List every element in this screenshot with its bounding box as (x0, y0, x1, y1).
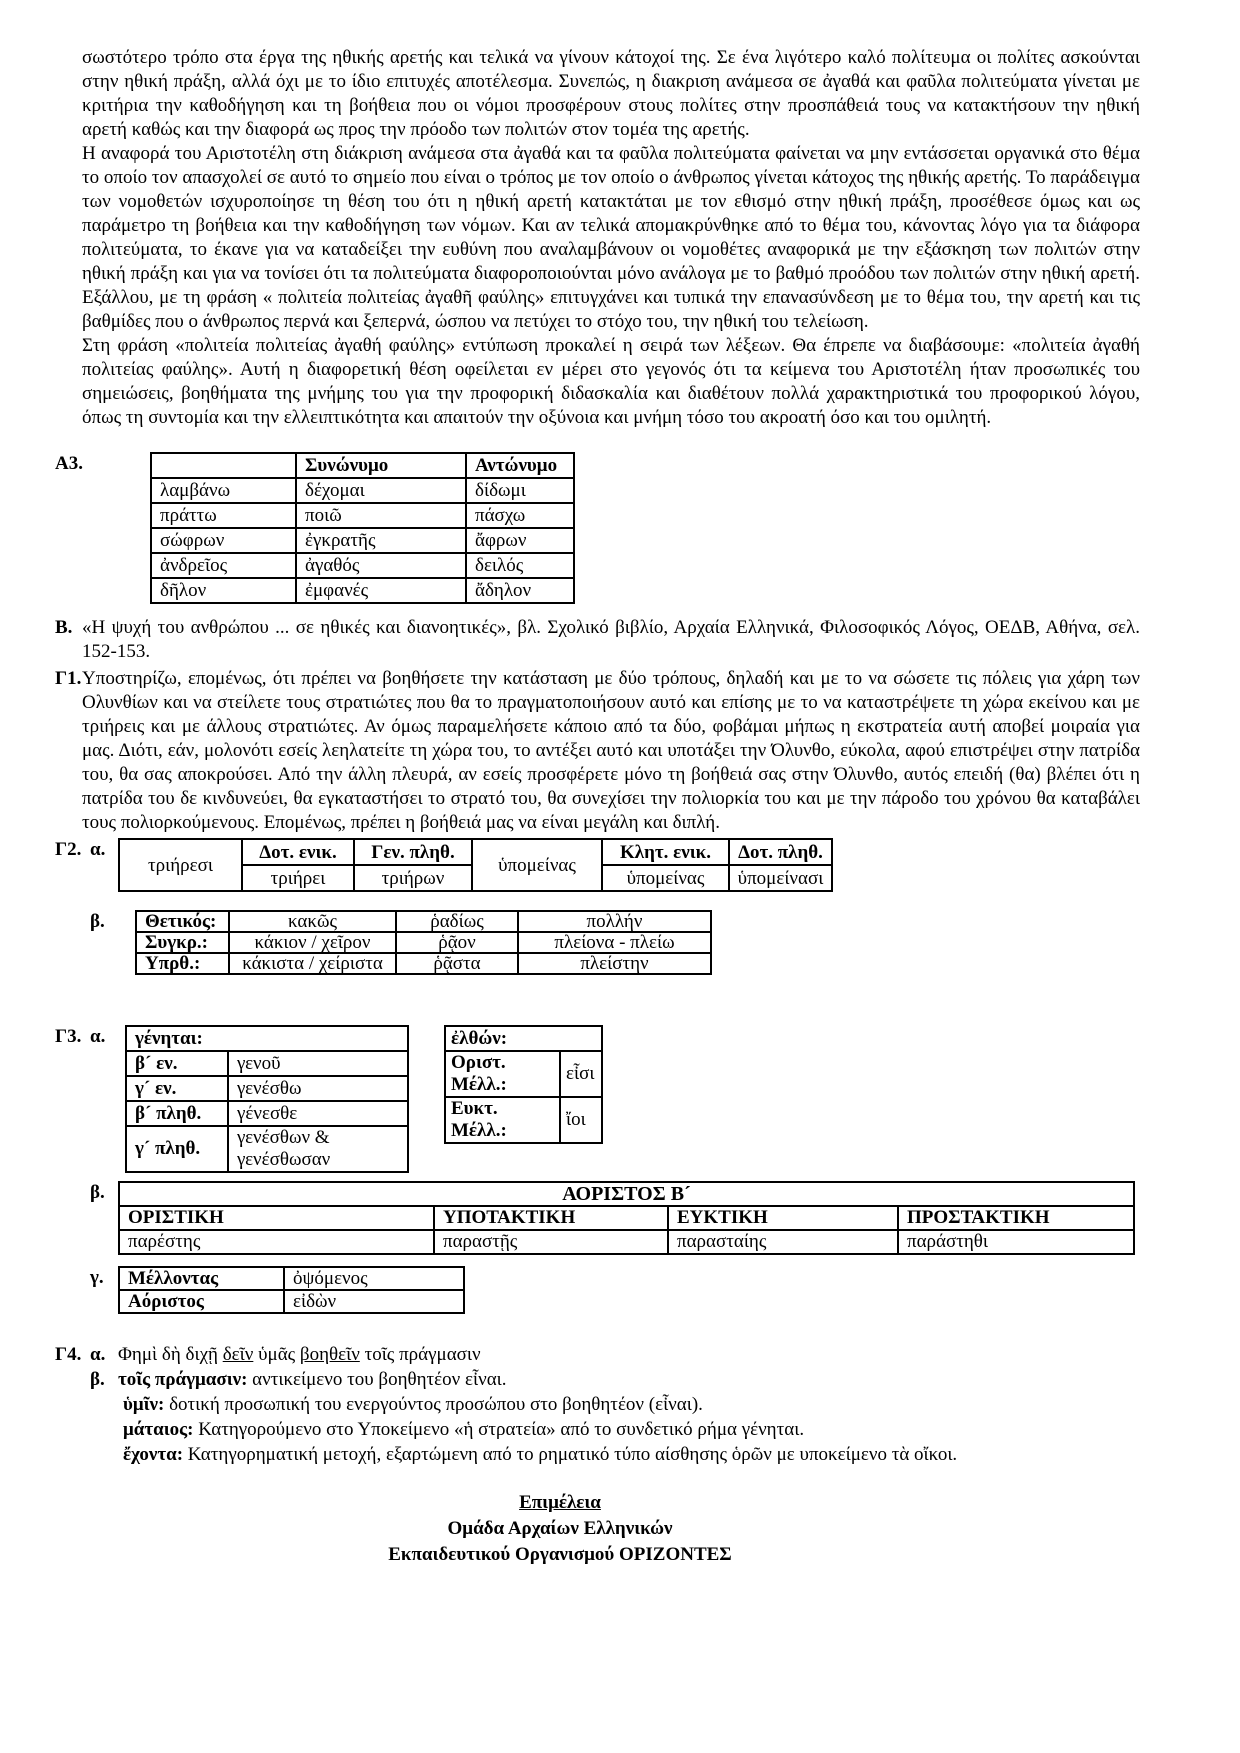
g3b-label: β. (90, 1182, 105, 1203)
table-cell: Αντώνυμο (466, 453, 574, 478)
g4b-line (118, 1442, 957, 1467)
g2b-row (82, 910, 1140, 975)
g3a-row (82, 1025, 1140, 1173)
table-cell: Γεν. πληθ. (354, 839, 472, 865)
table-cell: τριήρεσι (119, 839, 242, 891)
table-row (126, 1026, 408, 1051)
g3b-aorist-b-table (118, 1181, 1135, 1255)
table-cell: γ´ εν. (126, 1076, 228, 1101)
g2b-label: β. (90, 911, 105, 932)
table-cell: Κλητ. ενικ. (602, 839, 729, 865)
section-g1-label: Γ1. (55, 668, 82, 689)
g3a-elthon-table (444, 1025, 603, 1144)
table-cell: κάκιον / χεῖρον (229, 932, 396, 953)
table-cell (151, 453, 296, 478)
g2a-label: α. (90, 839, 106, 860)
footer-title: Επιμέλεια (519, 1492, 601, 1513)
table-cell: πολλήν (518, 911, 711, 932)
table-cell: παραστῇς (434, 1230, 668, 1254)
table-cell: Δοτ. ενικ. (242, 839, 354, 865)
table-cell: γενέσθω (228, 1076, 408, 1101)
g4a-part: τοῖς πράγμασιν (359, 1344, 481, 1365)
table-row (136, 911, 711, 932)
g2a-row (82, 838, 1140, 892)
table-cell: ῥᾷον (396, 932, 518, 953)
table-cell: γενοῦ (228, 1051, 408, 1076)
g2b-comparison-table (135, 910, 712, 975)
table-cell: ὑπομείνας (602, 865, 729, 891)
table-cell: Συνώνυμο (296, 453, 466, 478)
table-cell: β´ εν. (126, 1051, 228, 1076)
table-cell: πράττω (151, 503, 296, 528)
g4b-text: Κατηγορηματική μετοχή, εξαρτώμενη από το ρηματικό τύπο αίσθησης ὁρῶν με υποκείμενο τὰ οἴκοι. (183, 1444, 958, 1465)
table-row (445, 1097, 602, 1143)
table-row (151, 503, 574, 528)
table-cell: Ευκτ. Μέλλ.: (445, 1097, 560, 1143)
table-cell: πλείστην (518, 953, 711, 974)
g4b-lines (118, 1367, 957, 1467)
g4b-text: Κατηγορούμενο στο Υποκείμενο «ἡ στρατεία» από το συνδετικό ρήμα γένηται. (193, 1419, 805, 1440)
g4a-underlined-word: βοηθεῖν (299, 1344, 360, 1365)
table-row (119, 839, 832, 865)
section-g2-label: Γ2. (55, 839, 82, 860)
g2a-declension-table (118, 838, 833, 892)
g3b-row (82, 1181, 1140, 1255)
table-row (151, 553, 574, 578)
table-row (126, 1076, 408, 1101)
table-cell: παρασταίης (668, 1230, 898, 1254)
g4b-label: β. (90, 1369, 105, 1390)
footer-line: Ομάδα Αρχαίων Ελληνικών (447, 1518, 673, 1539)
table-cell: πλείονα - πλείω (518, 932, 711, 953)
table-row (126, 1051, 408, 1076)
table-cell: πάσχω (466, 503, 574, 528)
table-cell: ἐλθών: (445, 1026, 602, 1051)
table-cell: ἐμφανές (296, 578, 466, 603)
table-cell: γενέσθων & γενέσθωσαν (228, 1126, 408, 1172)
g4b-term: μάταιος: (123, 1419, 194, 1440)
section-a3-label: Α3. (55, 453, 83, 474)
table-cell: ποιῶ (296, 503, 466, 528)
g4b-line (118, 1417, 957, 1442)
table-cell: σώφρων (151, 528, 296, 553)
paragraph-3: Στη φράση «πολιτεία πολιτείας ἀγαθή φαύλης» εντύπωση προκαλεί η σειρά των λέξεων. Θα έπρεπε να διαβάσουμε: «πολιτεία ἀγαθή πολιτείας φαύλης». Αυτή η διαφορετική θέση οφείλεται εν μέρει στο γεγονός ότι τα κείμενα του Αριστοτέλη ήταν προσωπικές του σημειώσεις, βοηθήματα της μνήμης του για την προφορική διδασκαλία και διαθέτουν πολλά χαρακτηριστικά του προφορικού λόγου, όπως τη συντομία και την ελλειπτικότητα και απαιτούν την οξύνοια και μνήμη τόσο του ακροατή όσο και του ομιλητή. (82, 335, 1140, 428)
table-cell: τριήρων (354, 865, 472, 891)
table-cell: ὑπομείνασι (729, 865, 832, 891)
table-cell: κακῶς (229, 911, 396, 932)
table-row (151, 453, 574, 478)
table-row (126, 1101, 408, 1126)
table-row (445, 1051, 602, 1097)
table-cell: Αόριστος (119, 1290, 284, 1313)
table-cell: λαμβάνω (151, 478, 296, 503)
section-b-text: «Η ψυχή του ανθρώπου ... σε ηθικές και διανοητικές», βλ. Σχολικό βιβλίο, Αρχαία Ελληνικά, Φιλοσοφικός Λόγος, ΟΕΔΒ, Αθήνα, σελ. 152-153. (82, 617, 1140, 662)
table-cell: δέχομαι (296, 478, 466, 503)
table-cell: Συγκρ.: (136, 932, 229, 953)
table-cell: ἀγαθός (296, 553, 466, 578)
table-cell: ΕΥΚΤΙΚΗ (668, 1206, 898, 1230)
table-cell: ἀνδρεῖος (151, 553, 296, 578)
table-cell: ἄφρων (466, 528, 574, 553)
g3c-tense-table (118, 1266, 465, 1314)
section-g2 (55, 838, 1140, 975)
footer (55, 1490, 1065, 1568)
g3c-label: γ. (90, 1267, 104, 1288)
table-row (119, 1182, 1134, 1206)
g4a-part: Φημὶ δὴ διχῇ (118, 1344, 223, 1365)
table-row (136, 932, 711, 953)
table-cell: Υπρθ.: (136, 953, 229, 974)
g3c-row (82, 1266, 1140, 1314)
table-cell: ΠΡΟΣΤΑΚΤΙΚΗ (898, 1206, 1134, 1230)
g4a-label: α. (90, 1344, 106, 1365)
table-row (119, 1230, 1134, 1254)
g4b-line (118, 1392, 957, 1417)
section-g4-label: Γ4. (55, 1344, 82, 1365)
g3a-imperative-table (125, 1025, 409, 1173)
table-cell: Θετικός: (136, 911, 229, 932)
table-cell: τριήρει (242, 865, 354, 891)
table-cell: παρέστης (119, 1230, 434, 1254)
paragraph-1: σωστότερο τρόπο στα έργα της ηθικής αρετής και τελικά να γίνουν κάτοχοί της. Σε ένα λιγότερο καλό πολίτευμα οι πολίτες ασκούνται στην ηθική πράξη, αλλά όχι με το ίδιο επιτυχές αποτέλεσμα. Συνεπώς, η διακριση ανάμεσα σε ἀγαθά και φαῦλα πολιτεύματα γίνεται με κριτήρια την καθοδήγηση και τη βοήθεια που οι νόμοι προσφέρουν στους πολίτες στην προσπάθειά τους να κατακτήσουν την ηθική αρετή καθώς και την διαφορά ως προς την πρόοδο των πολιτών στον τομέα της αρετής. (82, 47, 1140, 140)
table-cell: ἴοι (560, 1097, 602, 1143)
table-cell: ὑπομείνας (472, 839, 602, 891)
table-cell: ΑΟΡΙΣΤΟΣ Β´ (119, 1182, 1134, 1206)
table-cell: εἰδὼν (284, 1290, 464, 1313)
table-cell: δειλός (466, 553, 574, 578)
table-cell: εἶσι (560, 1051, 602, 1097)
table-cell: δῆλον (151, 578, 296, 603)
g4a-row (82, 1342, 1140, 1367)
table-cell: ἐγκρατῆς (296, 528, 466, 553)
table-cell: Δοτ. πληθ. (729, 839, 832, 865)
table-cell: κάκιστα / χείριστα (229, 953, 396, 974)
g4b-line (118, 1367, 957, 1392)
g4b-term: τοῖς πράγμασιν: (118, 1369, 248, 1390)
g4b-text: αντικείμενο του βοηθητέον εἶναι. (247, 1369, 507, 1390)
table-cell: ΟΡΙΣΤΙΚΗ (119, 1206, 434, 1230)
table-row (119, 1290, 464, 1313)
g4a-underlined-word: δεῖν (222, 1344, 254, 1365)
footer-line: Εκπαιδευτικού Οργανισμού ΟΡΙΖΟΝΤΕΣ (388, 1544, 732, 1565)
section-b-label: Β. (55, 617, 73, 638)
section-g3 (55, 1025, 1140, 1314)
table-cell: ῥαδίως (396, 911, 518, 932)
section-g1-text: Υποστηρίζω, επομένως, ότι πρέπει να βοηθήσετε την κατάσταση με δύο τρόπους, δηλαδή και με το να σώσετε τις πόλεις για χάρη των Ολυνθίων και να στείλετε τους στρατιώτες που θα το πραγματοποιήσουν αυτό και επίσης με το να καταστρέψετε τη χώρα εκείνου και με τριήρεις και με άλλους στρατιώτες. Αν όμως παραμελήσετε κάποιο από τα δύο, φοβάμαι μήπως η εκστρατεία αυτή αποβεί μοιραία για μας. Διότι, εάν, μολονότι εσείς λεηλατείτε τη χώρα του, το αντέξει αυτό και υποτάξει την Όλυνθο, εύκολα, αφού επιστρέψει στην πατρίδα του, θα σας αποκρούσει. Από την άλλη πλευρά, αν εσείς προσφέρετε μόνο τη βοήθειά σας στην Όλυνθο, αυτός επειδή (θα) βλέπει ότι η πατρίδα του δε κινδυνεύει, θα εγκαταστήσει το στρατό του, θα συνεχίσει την πολιορκία του και με την πάροδο του χρόνου θα καταβάλει τους πολιορκούμενους. Επομένως, πρέπει η βοήθειά μας να είναι μεγάλη και διπλή. (82, 668, 1140, 833)
g4b-row (82, 1367, 1140, 1467)
table-row (151, 578, 574, 603)
g4b-term: ὑμῖν: (123, 1394, 165, 1415)
g4a-part: ὑμᾶς (253, 1344, 300, 1365)
section-b (55, 616, 1140, 664)
table-cell: Οριστ. Μέλλ.: (445, 1051, 560, 1097)
table-row (151, 528, 574, 553)
table-cell: παράστηθι (898, 1230, 1134, 1254)
table-cell: ἄδηλον (466, 578, 574, 603)
g4a-sentence (118, 1342, 481, 1367)
table-cell: ῥᾷστα (396, 953, 518, 974)
table-row (119, 1267, 464, 1290)
table-row (151, 478, 574, 503)
section-a3 (55, 452, 1140, 604)
section-g1 (55, 667, 1140, 835)
table-cell: δίδωμι (466, 478, 574, 503)
paragraph-2: Η αναφορά του Αριστοτέλη στη διάκριση ανάμεσα στα ἀγαθά και τα φαῦλα πολιτεύματα φαίνεται να μην εντάσσεται οργανικά στο θέμα το οποίο τον απασχολεί σε αυτό το σημείο που είναι ο τρόπος με τον οποίο ο άνθρωπος γίνεται κάτοχος της ηθικής αρετής. Το παράδειγμα των νομοθετών ισχυροποίησε τη θέση του ότι η ηθική αρετή κατακτάται με τον εθισμό στην ηθική πράξη, προσέθεσε όμως και ως παράμετρο τη βοήθεια και την καθοδήγηση των νόμων. Και αν τελικά απομακρύνθηκε από το θέμα του, κάνοντας λόγο για τα διάφορα πολιτεύματα, το έκανε για να καταδείξει την ευθύνη που αναλαμβάνουν οι νομοθέτες αναφορικά με την εξάσκηση των πολιτών στην ηθική πράξη και για να τονίσει ότι τα πολιτεύματα διαφοροποιούνται μόνο ανάλογα με το βαθμό προόδου των πολιτών στην ηθική αρετή. Εξάλλου, με τη φράση « πολιτεία πολιτείας ἀγαθῆ φαύλης» επιτυγχάνει και τυπικά την επανασύνδεση με το θέμα του, την αρετή και τις βαθμίδες που ο άνθρωπος περνά και ξεπερνά, ώσπου να πετύχει το στόχο του, την ηθική του τελείωση. (82, 143, 1140, 332)
table-cell: ΥΠΟΤΑΚΤΙΚΗ (434, 1206, 668, 1230)
table-cell: γένηται: (126, 1026, 408, 1051)
g3a-label: α. (90, 1026, 106, 1047)
table-row (445, 1026, 602, 1051)
table-cell: Μέλλοντας (119, 1267, 284, 1290)
g4b-term: ἔχοντα: (123, 1444, 184, 1465)
g4b-text: δοτική προσωπική του ενεργούντος προσώπου στο βοηθητέον (εἶναι). (164, 1394, 703, 1415)
a3-synonym-antonym-table (150, 452, 575, 604)
table-row (126, 1126, 408, 1172)
table-cell: β´ πληθ. (126, 1101, 228, 1126)
section-g4 (55, 1342, 1140, 1467)
table-cell: γ´ πληθ. (126, 1126, 228, 1172)
table-row (119, 1206, 1134, 1230)
table-row (136, 953, 711, 974)
table-cell: ὀψόμενος (284, 1267, 464, 1290)
table-cell: γένεσθε (228, 1101, 408, 1126)
section-g3-label: Γ3. (55, 1026, 82, 1047)
